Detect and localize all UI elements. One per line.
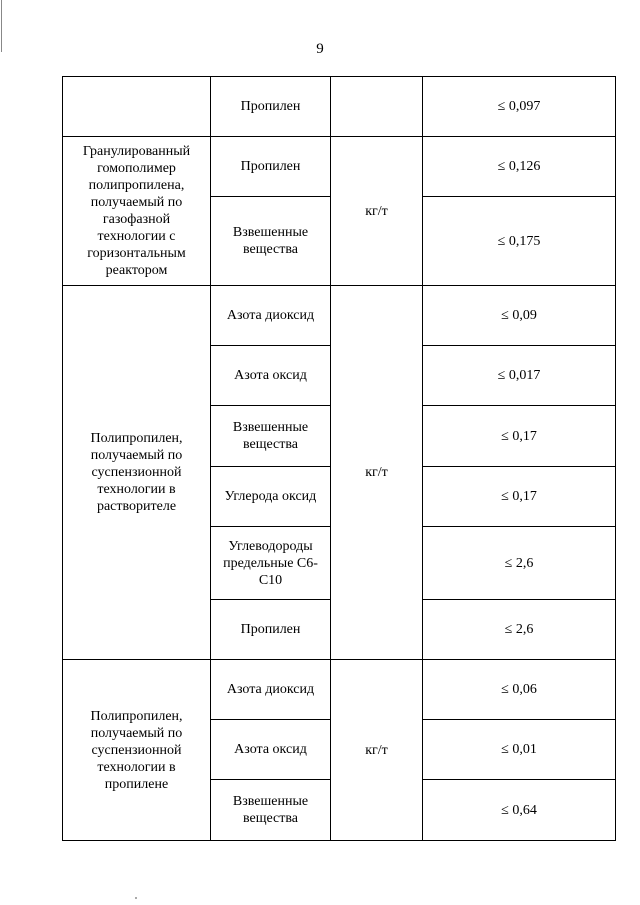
value-cell: ≤ 2,6 [423,527,616,600]
substance-cell: Пропилен [211,77,331,137]
unit-cell [331,77,423,137]
product-cell: Полипропилен, получаемый по суспензионной технологии в пропилене [63,660,211,841]
substance-cell: Углерода оксид [211,467,331,527]
substance-cell: Азота оксид [211,720,331,780]
table-row [63,137,616,197]
value-cell: ≤ 0,097 [423,77,616,137]
substance-cell: Пропилен [211,600,331,660]
value-cell: ≤ 0,01 [423,720,616,780]
unit-cell: кг/т [331,286,423,660]
table-row [63,77,616,137]
substance-cell: Взвешенные вещества [211,780,331,841]
product-cell: Полипропилен, получаемый по суспензионной технологии в растворителе [63,286,211,660]
substance-cell: Взвешенные вещества [211,406,331,467]
table-row [63,286,616,346]
value-cell: ≤ 2,6 [423,600,616,660]
scan-speck [135,897,137,899]
table-row [63,660,616,720]
emissions-table [62,76,616,841]
product-cell [63,77,211,137]
value-cell: ≤ 0,17 [423,406,616,467]
unit-cell: кг/т [331,137,423,286]
value-cell: ≤ 0,06 [423,660,616,720]
substance-cell: Пропилен [211,137,331,197]
substance-cell: Азота диоксид [211,660,331,720]
value-cell: ≤ 0,017 [423,346,616,406]
substance-cell: Взвешенные вещества [211,197,331,286]
unit-cell: кг/т [331,660,423,841]
value-cell: ≤ 0,17 [423,467,616,527]
substance-cell: Углеводороды предельные С6-С10 [211,527,331,600]
value-cell: ≤ 0,09 [423,286,616,346]
value-cell: ≤ 0,64 [423,780,616,841]
product-cell: Гранулированный гомополимер полипропилена, получаемый по газофазной технологии с горизонтальным реактором [63,137,211,286]
value-cell: ≤ 0,175 [423,197,616,286]
substance-cell: Азота диоксид [211,286,331,346]
substance-cell: Азота оксид [211,346,331,406]
page-number: 9 [316,41,324,57]
value-cell: ≤ 0,126 [423,137,616,197]
